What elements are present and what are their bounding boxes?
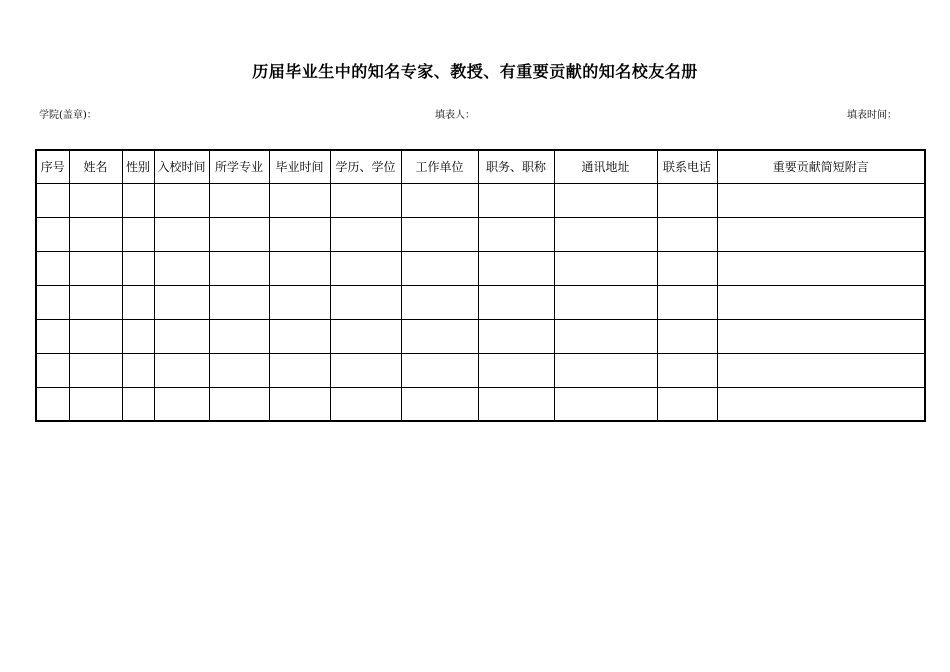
cell-phone[interactable] [657,319,717,353]
cell-employer[interactable] [401,217,478,251]
cell-phone[interactable] [657,251,717,285]
header-degree: 学历、学位 [330,150,401,183]
cell-enrollment-date[interactable] [154,319,209,353]
cell-degree[interactable] [330,183,401,217]
cell-contribution-note[interactable] [717,387,925,421]
cell-employer[interactable] [401,387,478,421]
filler-label: 填表人： [435,110,475,121]
cell-enrollment-date[interactable] [154,387,209,421]
header-index: 序号 [36,150,69,183]
cell-major[interactable] [209,319,269,353]
cell-graduation-date[interactable] [269,217,330,251]
cell-index[interactable] [36,251,69,285]
page-title: 历届毕业生中的知名专家、教授、有重要贡献的知名校友名册 [252,62,698,81]
cell-name[interactable] [69,183,122,217]
cell-major[interactable] [209,251,269,285]
cell-address[interactable] [554,217,657,251]
cell-major[interactable] [209,217,269,251]
table-row [36,285,925,319]
cell-position-title[interactable] [478,319,554,353]
table-row [36,217,925,251]
cell-contribution-note[interactable] [717,183,925,217]
cell-position-title[interactable] [478,353,554,387]
header-employer: 工作单位 [401,150,478,183]
cell-contribution-note[interactable] [717,353,925,387]
cell-address[interactable] [554,353,657,387]
header-gender: 性别 [122,150,154,183]
cell-degree[interactable] [330,319,401,353]
cell-major[interactable] [209,285,269,319]
cell-name[interactable] [69,387,122,421]
cell-name[interactable] [69,319,122,353]
cell-index[interactable] [36,183,69,217]
cell-enrollment-date[interactable] [154,251,209,285]
cell-index[interactable] [36,319,69,353]
cell-enrollment-date[interactable] [154,217,209,251]
table-row [36,387,925,421]
cell-contribution-note[interactable] [717,251,925,285]
cell-index[interactable] [36,353,69,387]
college-stamp-label: 学院(盖章)： [39,110,97,121]
cell-major[interactable] [209,183,269,217]
table-body [36,183,925,421]
cell-name[interactable] [69,251,122,285]
header-address: 通讯地址 [554,150,657,183]
cell-degree[interactable] [330,217,401,251]
table-row [36,353,925,387]
cell-major[interactable] [209,387,269,421]
cell-employer[interactable] [401,353,478,387]
table-row [36,251,925,285]
header-enrollment-date: 入校时间 [154,150,209,183]
cell-phone[interactable] [657,285,717,319]
header-name: 姓名 [69,150,122,183]
cell-position-title[interactable] [478,285,554,319]
alumni-roster-table [35,149,926,422]
header-position-title: 职务、职称 [478,150,554,183]
cell-graduation-date[interactable] [269,183,330,217]
cell-enrollment-date[interactable] [154,285,209,319]
cell-gender[interactable] [122,183,154,217]
cell-gender[interactable] [122,353,154,387]
cell-graduation-date[interactable] [269,319,330,353]
cell-contribution-note[interactable] [717,285,925,319]
cell-address[interactable] [554,183,657,217]
cell-employer[interactable] [401,285,478,319]
cell-employer[interactable] [401,319,478,353]
cell-phone[interactable] [657,183,717,217]
cell-gender[interactable] [122,251,154,285]
cell-gender[interactable] [122,285,154,319]
cell-phone[interactable] [657,353,717,387]
cell-index[interactable] [36,217,69,251]
cell-gender[interactable] [122,217,154,251]
cell-graduation-date[interactable] [269,251,330,285]
cell-degree[interactable] [330,353,401,387]
cell-name[interactable] [69,217,122,251]
cell-enrollment-date[interactable] [154,353,209,387]
header-phone: 联系电话 [657,150,717,183]
cell-degree[interactable] [330,285,401,319]
cell-phone[interactable] [657,217,717,251]
cell-graduation-date[interactable] [269,353,330,387]
cell-phone[interactable] [657,387,717,421]
cell-position-title[interactable] [478,387,554,421]
table-row [36,319,925,353]
cell-address[interactable] [554,251,657,285]
cell-index[interactable] [36,285,69,319]
cell-position-title[interactable] [478,217,554,251]
cell-employer[interactable] [401,183,478,217]
cell-address[interactable] [554,387,657,421]
table-row [36,183,925,217]
cell-position-title[interactable] [478,251,554,285]
cell-degree[interactable] [330,387,401,421]
table-header-row [36,150,925,183]
cell-gender[interactable] [122,319,154,353]
cell-major[interactable] [209,353,269,387]
cell-position-title[interactable] [478,183,554,217]
cell-enrollment-date[interactable] [154,183,209,217]
cell-contribution-note[interactable] [717,319,925,353]
cell-name[interactable] [69,353,122,387]
cell-address[interactable] [554,285,657,319]
cell-gender[interactable] [122,387,154,421]
cell-address[interactable] [554,319,657,353]
cell-contribution-note[interactable] [717,217,925,251]
cell-degree[interactable] [330,251,401,285]
cell-index[interactable] [36,387,69,421]
header-major: 所学专业 [209,150,269,183]
cell-employer[interactable] [401,251,478,285]
fill-time-label: 填表时间： [847,110,897,121]
cell-name[interactable] [69,285,122,319]
header-graduation-date: 毕业时间 [269,150,330,183]
cell-graduation-date[interactable] [269,285,330,319]
cell-graduation-date[interactable] [269,387,330,421]
header-contribution-note: 重要贡献简短附言 [717,150,925,183]
